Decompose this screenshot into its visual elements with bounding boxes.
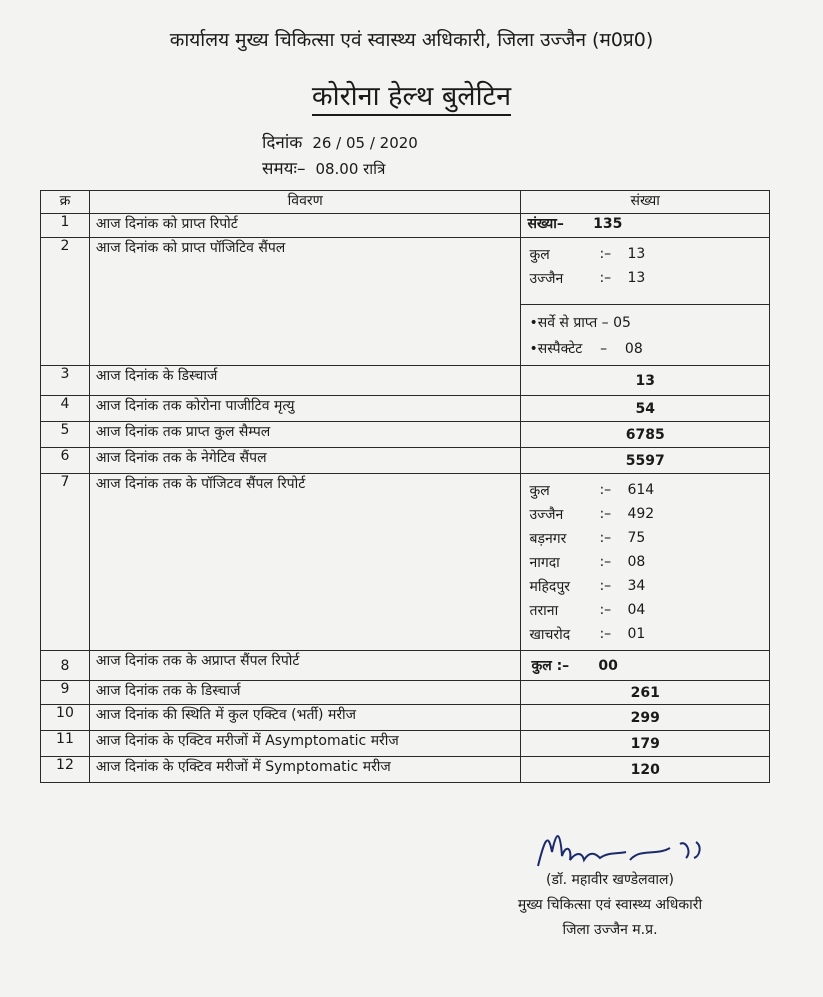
office-heading: कार्यालय मुख्य चिकित्सा एवं स्वास्थ्य अधिकारी, जिला उज्जैन (म0प्र0) <box>169 29 654 51</box>
bulletin-title <box>0 76 823 113</box>
row-serial: 8 <box>41 651 90 681</box>
row-value: 261 <box>521 681 770 705</box>
bulletin-title-text: कोरोना हेल्थ बुलेटिन <box>312 81 511 116</box>
note-item: •सर्वे से प्राप्त – 05 <box>529 314 631 331</box>
table-row <box>41 448 770 474</box>
breakdown-item: महिदपुर :– 34 <box>529 578 646 595</box>
table-header-row <box>41 191 770 214</box>
header-count: संख्या <box>521 191 770 214</box>
row-serial: 3 <box>41 366 90 396</box>
breakdown-item: उज्जैन :– 13 <box>529 270 646 287</box>
row-description: आज दिनांक की स्थिति में कुल एक्टिव (भर्ती) मरीज <box>89 705 521 731</box>
row-description: आज दिनांक तक के अप्राप्त सैंपल रिपोर्ट <box>89 651 521 681</box>
table-row <box>41 757 770 783</box>
row-value-cell <box>521 238 770 366</box>
date-label: दिनांक <box>262 133 303 153</box>
breakdown-item: बड़नगर :– 75 <box>529 530 646 547</box>
date-line <box>262 130 418 153</box>
row-value: 13 <box>521 366 770 396</box>
header-description: विवरण <box>89 191 521 214</box>
row-description: आज दिनांक तक कोरोना पाजीटिव मृत्यु <box>89 396 521 422</box>
row-serial: 10 <box>41 705 90 731</box>
header-serial: क्र <box>41 191 90 214</box>
row-value: 120 <box>521 757 770 783</box>
table-row <box>41 651 770 681</box>
row-serial: 7 <box>41 474 90 651</box>
row-serial: 4 <box>41 396 90 422</box>
table-row <box>41 214 770 238</box>
row-serial: 9 <box>41 681 90 705</box>
row-value: 5597 <box>521 448 770 474</box>
signatory-designation: मुख्य चिकित्सा एवं स्वास्थ्य अधिकारी <box>517 897 703 913</box>
table-row <box>41 705 770 731</box>
time-label: समयः– <box>262 159 306 179</box>
row-description: आज दिनांक के डिस्चार्ज <box>89 366 521 396</box>
breakdown-item: तराना :– 04 <box>529 602 646 619</box>
table-row <box>41 474 770 651</box>
time-line <box>262 156 385 179</box>
row-value: 179 <box>521 731 770 757</box>
row-description: आज दिनांक तक के नेगेटिव सैंपल <box>89 448 521 474</box>
row-value: कुल :– 00 <box>521 651 770 681</box>
row-description: आज दिनांक को प्राप्त रिपोर्ट <box>89 214 521 238</box>
signatory-place: जिला उज्जैन म.प्र. <box>562 922 658 938</box>
table-row <box>41 731 770 757</box>
row-value: 299 <box>521 705 770 731</box>
time-value: 08.00 रात्रि <box>315 160 386 178</box>
row-serial: 12 <box>41 757 90 783</box>
row-value: संख्या– 135 <box>521 214 770 238</box>
table-row <box>41 366 770 396</box>
signatory-name: (डॉ. महावीर खण्डेलवाल) <box>546 872 674 888</box>
table-row <box>41 422 770 448</box>
note-item: •सस्पैक्टेट – 08 <box>529 340 643 357</box>
bulletin-table <box>40 190 770 783</box>
row-value: 54 <box>521 396 770 422</box>
breakdown-item: खाचरोद :– 01 <box>529 626 646 643</box>
row-value-cell <box>521 474 770 651</box>
signature-block <box>500 840 720 939</box>
table-row <box>41 238 770 366</box>
row-description: आज दिनांक तक के पॉजिटव सैंपल रिपोर्ट <box>89 474 521 651</box>
breakdown-item: कुल :– 614 <box>529 482 655 499</box>
row-value: 6785 <box>521 422 770 448</box>
breakdown-item: उज्जैन :– 492 <box>529 506 655 523</box>
row-description: आज दिनांक तक प्राप्त कुल सैम्पल <box>89 422 521 448</box>
row-serial: 5 <box>41 422 90 448</box>
row-description: आज दिनांक के एक्टिव मरीजों में Symptomatic मरीज <box>89 757 521 783</box>
row-description: आज दिनांक तक के डिस्चार्ज <box>89 681 521 705</box>
table-row <box>41 681 770 705</box>
row-serial: 2 <box>41 238 90 366</box>
row-serial: 1 <box>41 214 90 238</box>
row-serial: 6 <box>41 448 90 474</box>
date-value: 26 / 05 / 2020 <box>312 134 418 152</box>
row-description: आज दिनांक के एक्टिव मरीजों में Asymptomatic मरीज <box>89 731 521 757</box>
breakdown-item: कुल :– 13 <box>529 246 646 263</box>
table-row <box>41 396 770 422</box>
breakdown-item: नागदा :– 08 <box>529 554 646 571</box>
row-description: आज दिनांक को प्राप्त पॉजिटिव सैंपल <box>89 238 521 366</box>
row-serial: 11 <box>41 731 90 757</box>
